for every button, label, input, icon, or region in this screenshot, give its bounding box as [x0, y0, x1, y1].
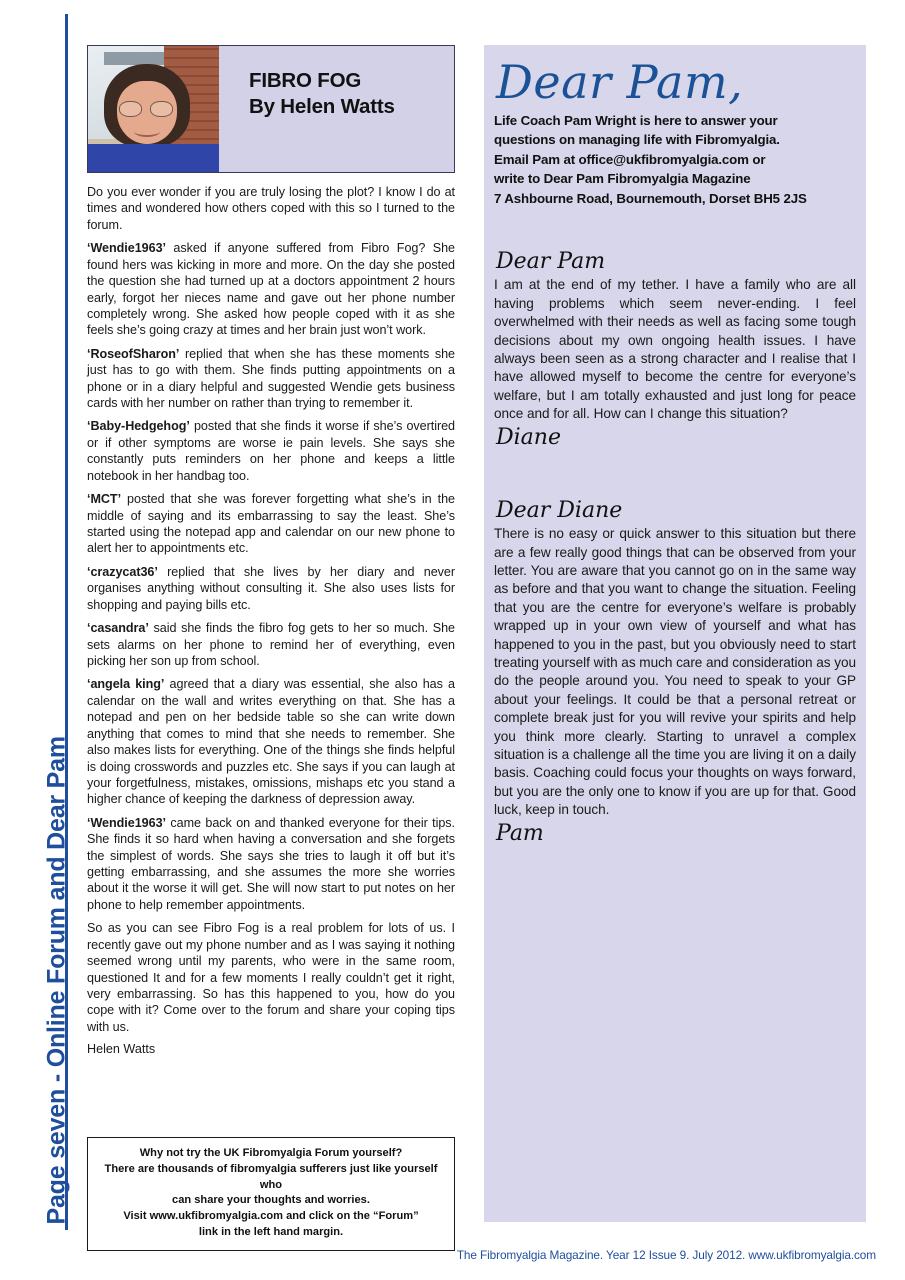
article-byline: By Helen Watts: [249, 95, 395, 119]
article-paragraph: ‘Wendie1963’ came back on and thanked everyone for their tips. She finds it so hard when having a conversation and she forgets the simplest of words. She says she tries to laugh it off but it’s getting embarrassing, and she assumes the more she worries about it the worse it will get. She will now start to put notes on her phone to help remember appointments.: [87, 815, 455, 912]
article-signoff: Helen Watts: [87, 1042, 156, 1057]
dear-pam-intro-line: write to Dear Pam Fibromyalgia Magazine: [494, 171, 751, 187]
page-footer: The Fibromyalgia Magazine. Year 12 Issue 9. July 2012. www.ukfibromyalgia.com: [456, 1248, 876, 1262]
page-side-label: Page seven - Online Forum and Dear Pam: [42, 736, 71, 1225]
pam-reply-body: There is no easy or quick answer to this situation but there are a few really good things that can be observed from your letter. You are aware that you cannot go on in the same way as before and that you want to change the situation. Feeling that you are the centre for everyone’s welfare is probably wrapped up in your own view of yourself and what has happened to you in the past, but you obviously need to start treating yourself with as much care and consideration as you do the people around you. You need to speak to your GP about your feelings. It could be that a personal retreat or complete break just for you will revive your spirits and help you think more clearly. Starting to unravel a complex situation is a challenge all the time you are living it on a daily basis. Coaching could focus your thoughts on ways forward, but you are the only one to know if you are up for that. Good luck, keep in touch.: [494, 526, 856, 818]
article-paragraph: ‘RoseofSharon’ replied that when she has these moments she just has to go with them. She finds putting appointments on a phone or in a diary helpful and suggested Wendie gets business cards with her number on rather than trying to remember it.: [87, 346, 455, 411]
author-photo: [88, 46, 219, 172]
forum-username: ‘Wendie1963’: [87, 815, 166, 830]
dear-pam-panel: [484, 45, 866, 1222]
pam-reply-heading: Dear Diane: [496, 497, 623, 523]
article-paragraph: ‘MCT’ posted that she was forever forgetting what she’s in the middle of saying and its embarrassing to say the least. She’s started using the notepad app and calendar on our new phone to alert her to appointments etc.: [87, 492, 455, 556]
forum-promo-box: [87, 1137, 455, 1251]
article-paragraph: So as you can see Fibro Fog is a real problem for lots of us. I recently gave out my phone number and as I was saying it nothing seemed wrong until my parents, who were in the same room, questioned It and for a few moments I really couldn’t get it right, very embarrassing. So has this happened to you, how do you cope with it? Come over to the forum and share your coping tips with us.: [87, 921, 455, 1034]
dear-pam-intro-line: Email Pam at office@ukfibromyalgia.com or: [494, 151, 766, 167]
forum-username: ‘casandra’: [87, 621, 149, 636]
dear-pam-intro: [494, 111, 856, 208]
dear-pam-intro-line: 7 Ashbourne Road, Bournemouth, Dorset BH5 2JS: [494, 190, 807, 206]
forum-username: ‘RoseofSharon’: [87, 346, 180, 361]
reader-letter-body: I am at the end of my tether. I have a family who are all having problems which seem never-ending. I feel overwhelmed with their needs as well as facing some tough decisions about my own ongoing health issues. I have always been seen as a strong character and I realise that I have allowed myself to become the centre for everyone’s welfare, but I am totally exhausted and just long for peace once and for all. How can I change this situation?: [494, 277, 856, 422]
article-paragraph: ‘casandra’ said she finds the fibro fog gets to her so much. She sets alarms on her phone to remind her of everything, even picking her son up from school.: [87, 621, 455, 668]
pam-reply: [494, 498, 856, 846]
article-title-block: [219, 46, 454, 172]
promo-line: Why not try the UK Fibromyalgia Forum yourself?: [139, 1147, 403, 1159]
article-title: FIBRO FOG: [249, 69, 362, 92]
promo-line: There are thousands of fibromyalgia sufferers just like yourself who: [104, 1162, 438, 1191]
article-paragraph: ‘Wendie1963’ asked if anyone suffered from Fibro Fog? She found hers was kicking in more and more. On the day she posted the question she had turned up at a doctors appointment 2 hours early, forgot her nieces name and gave out her phone number completely wrong. She asked how people coped with it as she feels she’s going crazy at times and her brain just won’t work.: [87, 241, 455, 338]
article-paragraph: Do you ever wonder if you are truly losing the plot? I know I do at times and wondered how others coped with this so I turned to the forum.: [87, 185, 455, 232]
forum-username: ‘angela king’: [87, 677, 165, 692]
promo-line: link in the left hand margin.: [198, 1225, 344, 1238]
forum-username: ‘MCT’: [87, 492, 122, 507]
dear-pam-intro-line: questions on managing life with Fibromyalgia.: [494, 132, 780, 148]
article-paragraph: ‘crazycat36’ replied that she lives by her diary and never organises anything without consulting it. She also uses lists for shopping and paying bills etc.: [87, 564, 455, 612]
forum-username: ‘crazycat36’: [87, 564, 158, 579]
forum-username: ‘Wendie1963’: [87, 241, 166, 256]
article-body: [87, 184, 455, 1035]
reader-letter-heading: Dear Pam: [496, 249, 606, 275]
reader-letter-signature: Diane: [496, 424, 561, 450]
reader-letter: [494, 249, 856, 450]
promo-line: can share your thoughts and worries.: [172, 1194, 370, 1207]
article-paragraph: ‘Baby-Hedgehog’ posted that she finds it worse if she’s overtired or if other symptoms are worse ie pain levels. She says she constantly puts reminders on her phone and keeps a little notebook in her handbag too.: [87, 419, 455, 483]
article-paragraph: ‘angela king’ agreed that a diary was essential, she also has a calendar on the wall and writes everything on that. She has a notepad and pen on her bedside table so she can write down anything that comes to mind that she needs to remember. She also makes lists for everything. One of the things she finds helpful is doing crosswords and puzzles etc. She says if you can laugh at your forgetfulness, mistakes, omissions, mishaps etc you stand a higher chance of keeping the darkness of depression away.: [87, 677, 456, 807]
article-header-banner: [87, 45, 455, 173]
promo-line: Visit www.ukfibromyalgia.com and click on the “Forum”: [123, 1210, 419, 1222]
forum-username: ‘Baby-Hedgehog’: [87, 419, 190, 434]
pam-reply-signature: Pam: [496, 820, 544, 846]
dear-pam-intro-line: Life Coach Pam Wright is here to answer your: [494, 113, 778, 128]
dear-pam-title: Dear Pam,: [496, 55, 744, 109]
article-column: [87, 45, 455, 1056]
